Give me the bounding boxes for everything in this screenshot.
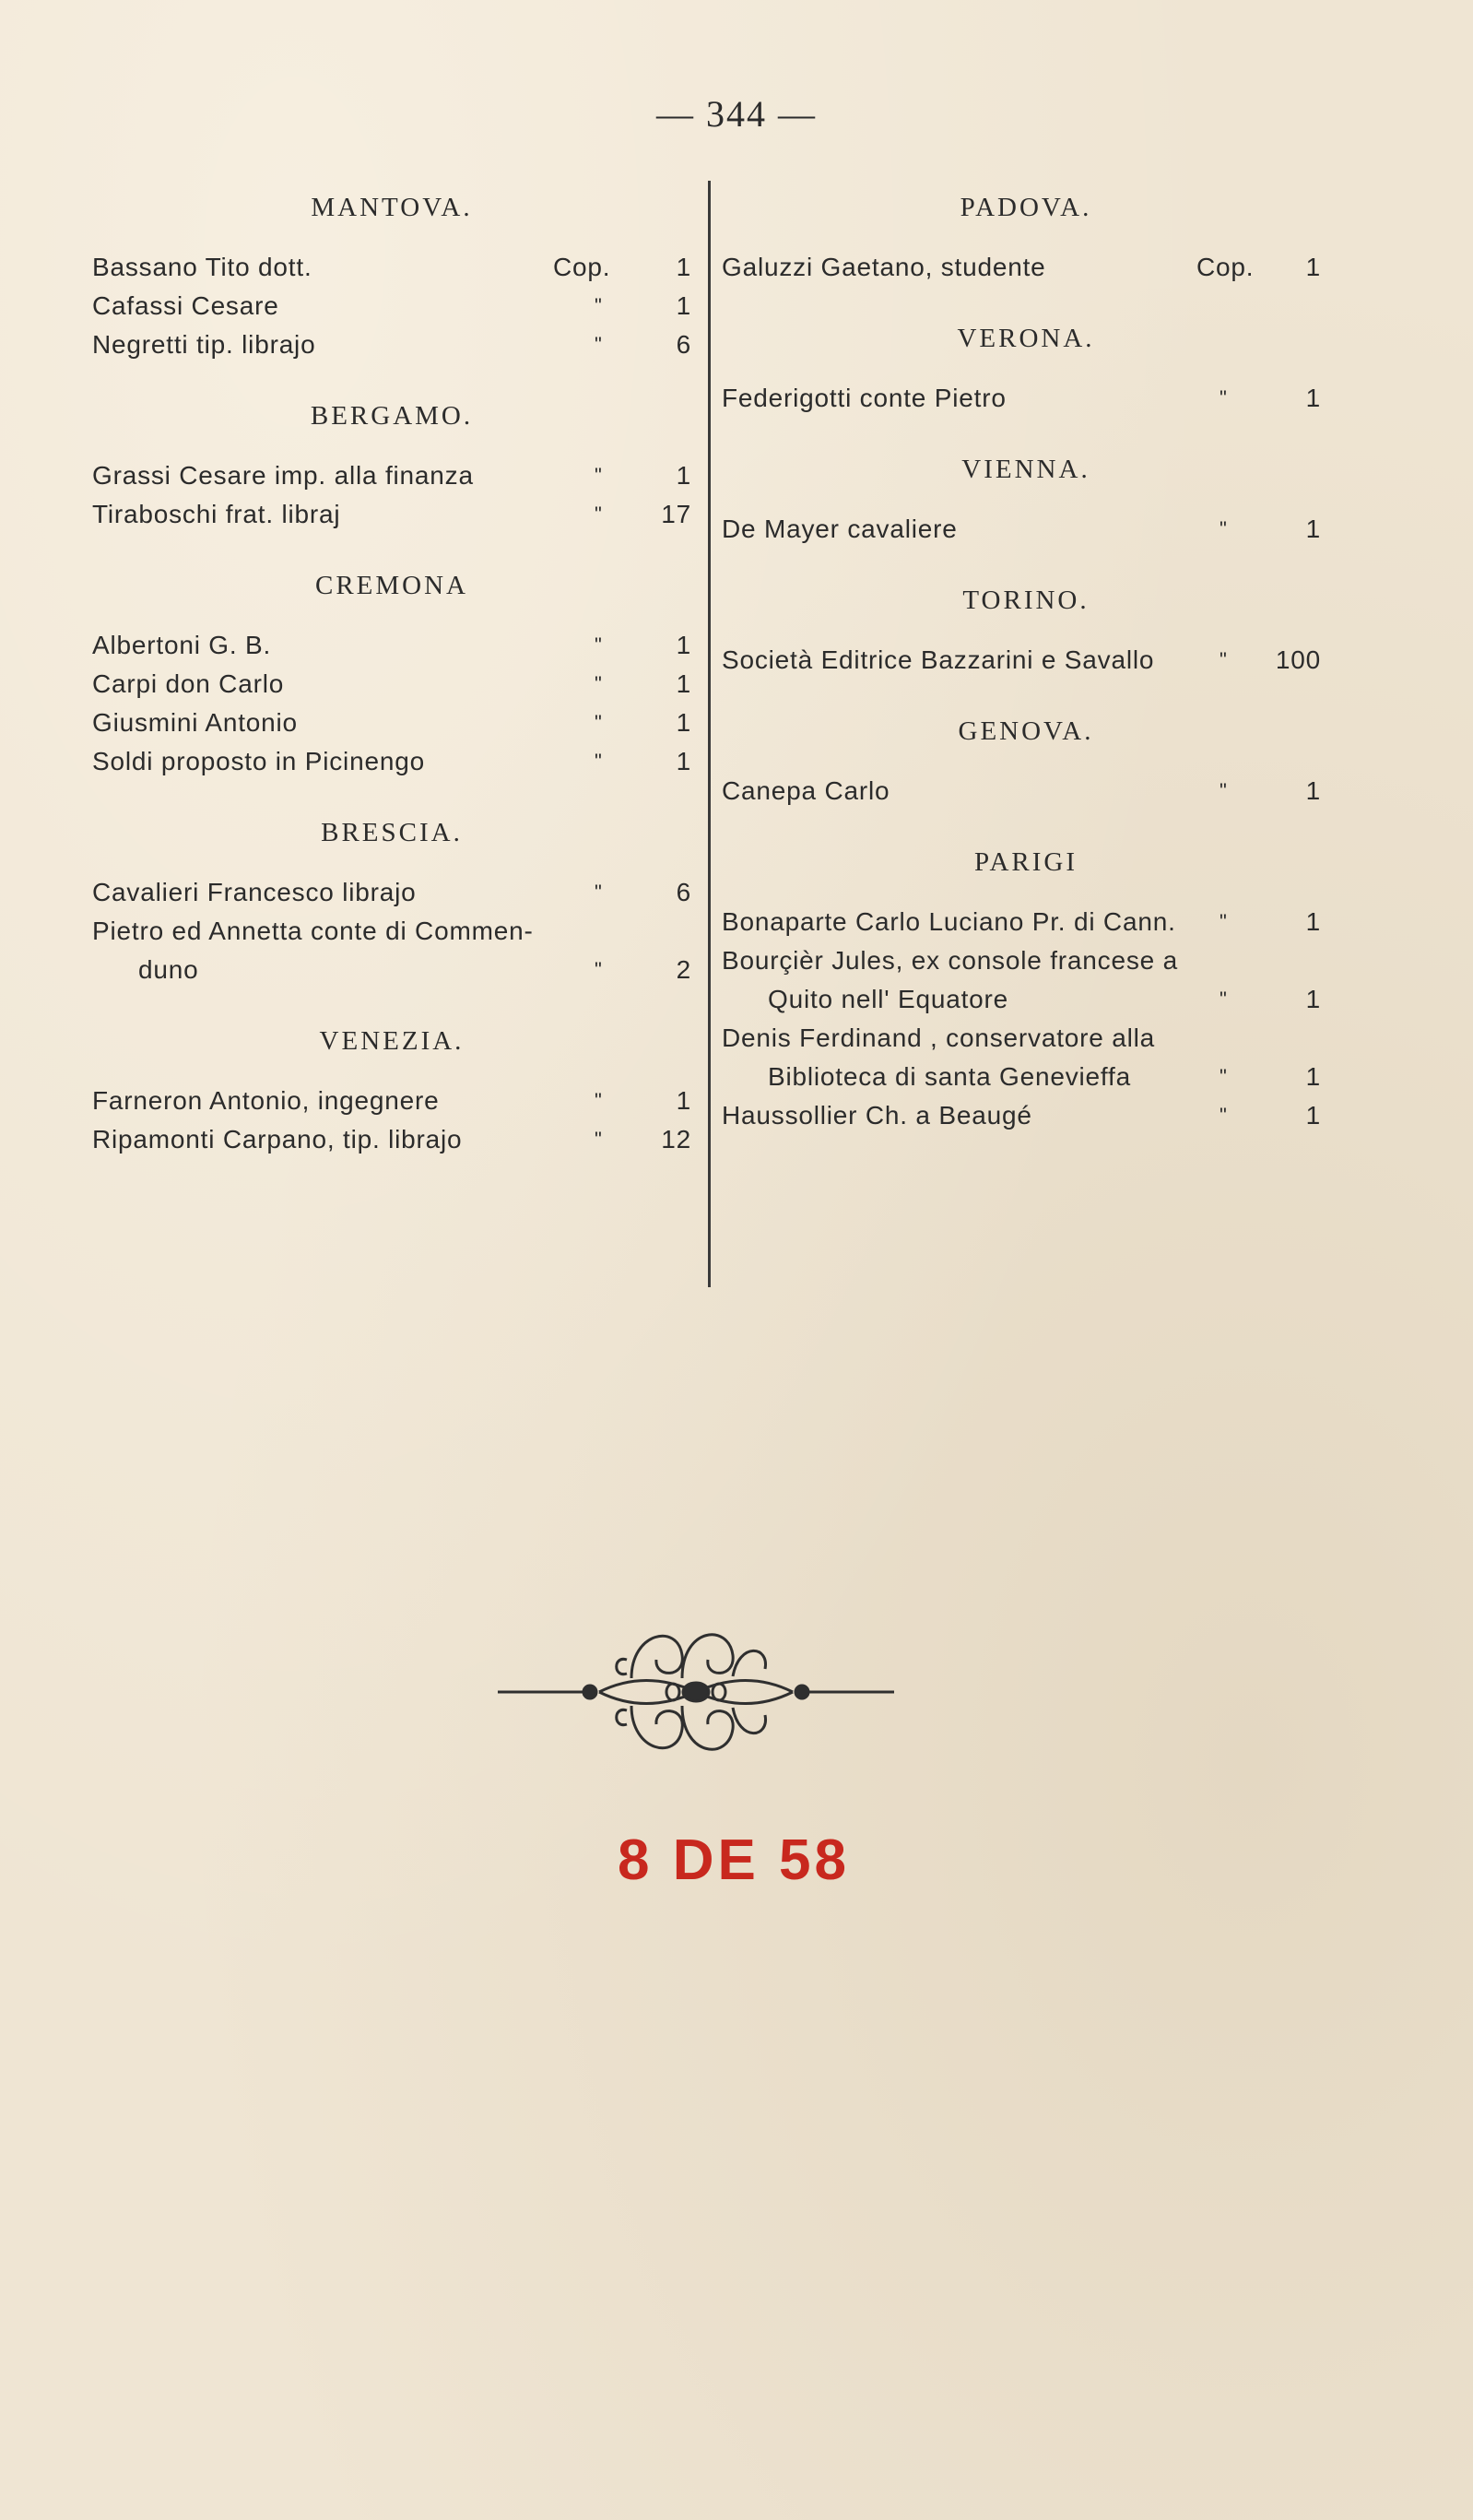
city-heading: VIENNA. (961, 455, 1090, 484)
subscriber-name: Grassi Cesare imp. alla finanza (92, 461, 474, 490)
copies-label: Cop. (1196, 253, 1255, 281)
city-heading: CREMONA (314, 571, 468, 600)
copies-count: 1 (676, 708, 691, 737)
ditto-mark: " (595, 294, 603, 317)
section-gap (722, 680, 1330, 704)
section-gap (722, 287, 1330, 311)
subscriber-name: Quito nell' Equatore (768, 985, 1009, 1013)
subscriber-name: Farneron Antonio, ingegnere (92, 1086, 440, 1115)
section-gap (722, 810, 1330, 834)
subscriber-name: Carpi don Carlo (92, 669, 285, 698)
ditto-mark: " (595, 333, 603, 356)
subscriber-name: Federigotti conte Pietro (722, 384, 1007, 412)
copies-count: 1 (1305, 1101, 1321, 1130)
subscriber-entry (92, 456, 691, 495)
section-gap (722, 549, 1330, 573)
ditto-mark: " (595, 672, 603, 695)
ditto-mark: " (595, 711, 603, 734)
city-heading: BRESCIA. (321, 818, 463, 847)
ditto-mark: " (1220, 988, 1228, 1011)
subscriber-name: Bassano Tito dott. (92, 253, 312, 281)
subscriber-entry (92, 495, 691, 534)
column-divider (708, 181, 711, 1287)
subscriber-name: Soldi proposto in Picinengo (92, 747, 425, 775)
copies-count: 100 (1275, 645, 1321, 674)
copies-count: 1 (676, 747, 691, 775)
library-stamp: 8 DE 58 (618, 1828, 851, 1892)
subscriber-entry (92, 912, 691, 951)
ditto-mark: " (1220, 386, 1228, 409)
subscriber-name: Tiraboschi frat. libraj (92, 500, 341, 528)
right-column (722, 180, 1330, 1135)
ditto-mark: " (1220, 648, 1228, 671)
copies-count: 17 (661, 500, 691, 528)
section-gap (92, 781, 691, 805)
subscriber-name: Bonaparte Carlo Luciano Pr. di Cann. (722, 907, 1176, 936)
ditto-mark: " (595, 1089, 603, 1112)
copies-count: 1 (676, 291, 691, 320)
copies-count: 1 (1305, 253, 1321, 281)
subscriber-name: Ripamonti Carpano, tip. librajo (92, 1125, 463, 1154)
subscriber-name: Giusmini Antonio (92, 708, 298, 737)
subscriber-entry (722, 1096, 1330, 1135)
city-heading: VERONA. (957, 324, 1095, 353)
subscriber-entry (92, 325, 691, 364)
section-gap (92, 534, 691, 558)
ditto-mark: " (595, 750, 603, 773)
subscriber-entry (722, 248, 1330, 287)
ditto-mark: " (1220, 779, 1228, 802)
ditto-mark: " (1220, 1104, 1228, 1127)
copies-count: 1 (676, 1086, 691, 1115)
city-heading: BERGAMO. (310, 401, 474, 431)
copies-count: 6 (676, 878, 691, 906)
subscriber-name: Haussollier Ch. a Beaugé (722, 1101, 1032, 1130)
subscriber-name: Società Editrice Bazzarini e Savallo (722, 645, 1155, 674)
copies-count: 1 (1305, 515, 1321, 543)
subscriber-name: Galuzzi Gaetano, studente (722, 253, 1046, 281)
subscriber-name: Biblioteca di santa Genevieffa (768, 1062, 1131, 1091)
subscriber-entry (92, 704, 691, 742)
subscriber-entry (722, 510, 1330, 549)
subscriber-name: Negretti tip. librajo (92, 330, 316, 359)
subscriber-name: Cavalieri Francesco librajo (92, 878, 417, 906)
subscriber-entry (722, 772, 1330, 810)
ditto-mark: " (595, 633, 603, 657)
copies-count: 1 (1305, 1062, 1321, 1091)
subscriber-entry (92, 951, 691, 989)
decorative-ornament (498, 1604, 894, 1780)
ditto-mark: " (1220, 1065, 1228, 1088)
subscriber-entry (92, 1120, 691, 1159)
copies-count: 1 (676, 669, 691, 698)
ditto-mark: " (595, 958, 603, 981)
subscriber-entry (92, 287, 691, 325)
city-heading: PARIGI (973, 847, 1078, 877)
subscriber-entry (92, 1082, 691, 1120)
copies-count: 1 (676, 253, 691, 281)
copies-count: 1 (676, 631, 691, 659)
subscriber-entry (92, 248, 691, 287)
copies-count: 1 (1305, 985, 1321, 1013)
subscriber-name: Cafassi Cesare (92, 291, 279, 320)
city-heading: TORINO. (962, 586, 1090, 615)
city-heading: MANTOVA. (311, 193, 473, 222)
ditto-mark: " (1220, 517, 1228, 540)
ditto-mark: " (1220, 910, 1228, 933)
subscriber-name: Pietro ed Annetta conte di Commen- (92, 917, 534, 945)
subscriber-name: De Mayer cavaliere (722, 515, 958, 543)
copies-count: 1 (1305, 384, 1321, 412)
ditto-mark: " (595, 464, 603, 487)
subscriber-entry (722, 941, 1330, 980)
section-gap (722, 418, 1330, 442)
ditto-mark: " (595, 881, 603, 904)
subscriber-name: Bourçièr Jules, ex console francese a (722, 946, 1178, 975)
subscriber-name: Albertoni G. B. (92, 631, 272, 659)
subscriber-name: Denis Ferdinand , conservatore alla (722, 1023, 1156, 1052)
subscriber-name: duno (138, 955, 199, 984)
section-gap (92, 364, 691, 388)
city-heading: VENEZIA. (319, 1026, 465, 1056)
copies-count: 1 (1305, 907, 1321, 936)
subscriber-entry (722, 1058, 1330, 1096)
subscriber-entry (92, 873, 691, 912)
subscriber-entry (92, 742, 691, 781)
copies-count: 12 (661, 1125, 691, 1154)
copies-count: 2 (676, 955, 691, 984)
subscriber-entry (722, 903, 1330, 941)
subscriber-name: Canepa Carlo (722, 776, 890, 805)
copies-count: 6 (676, 330, 691, 359)
subscriber-entry (722, 379, 1330, 418)
left-column (92, 180, 691, 1159)
subscriber-entry (92, 665, 691, 704)
subscriber-entry (722, 1019, 1330, 1058)
section-gap (92, 989, 691, 1013)
ditto-mark: " (595, 503, 603, 526)
subscriber-entry (722, 980, 1330, 1019)
city-heading: PADOVA. (960, 193, 1092, 222)
copies-count: 1 (676, 461, 691, 490)
subscriber-entry (722, 641, 1330, 680)
copies-count: 1 (1305, 776, 1321, 805)
page-number: — 344 — (656, 93, 817, 135)
subscriber-entry (92, 626, 691, 665)
ditto-mark: " (595, 1128, 603, 1151)
city-heading: GENOVA. (958, 716, 1094, 746)
copies-label: Cop. (553, 253, 611, 281)
